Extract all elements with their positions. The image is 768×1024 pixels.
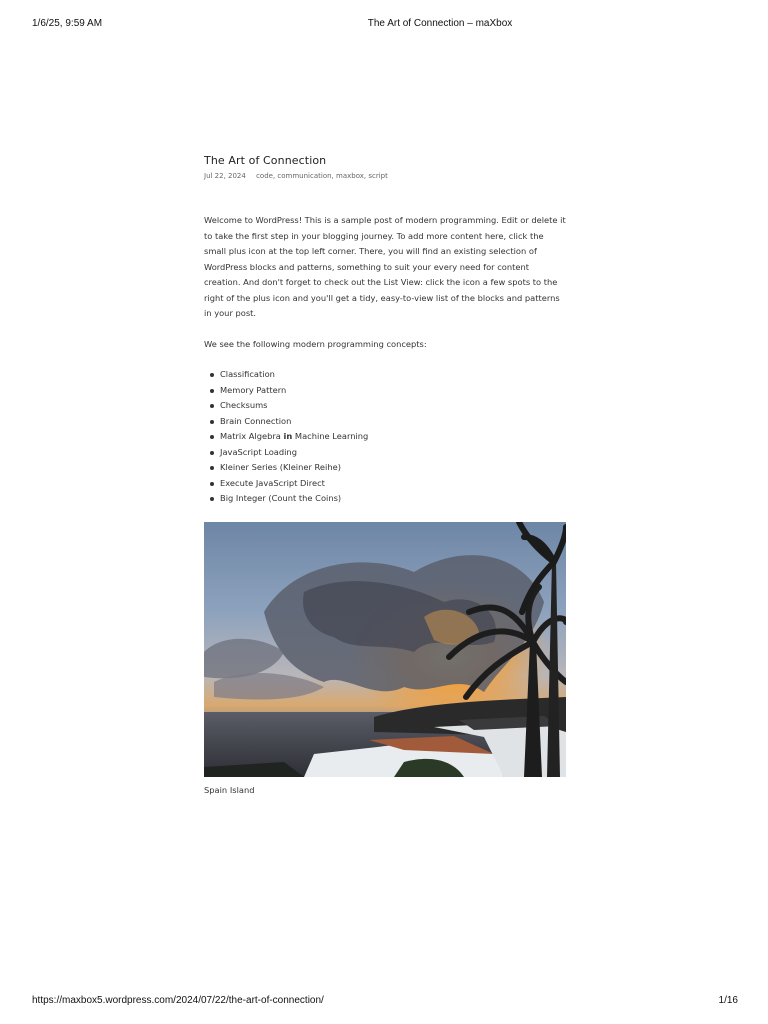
list-item: Checksums xyxy=(220,398,566,414)
post-tags[interactable]: code, communication, maxbox, script xyxy=(256,172,388,180)
concepts-intro-paragraph: We see the following modern programming concepts: xyxy=(204,338,427,349)
list-item: Classification xyxy=(220,367,566,383)
list-item-bold-word: in xyxy=(283,431,293,441)
image-caption: Spain Island xyxy=(204,784,255,795)
print-url[interactable]: https://maxbox5.wordpress.com/2024/07/22/the-art-of-connection/ xyxy=(32,995,324,1006)
post-date[interactable]: Jul 22, 2024 xyxy=(204,172,246,180)
intro-paragraph: Welcome to WordPress! This is a sample post of modern programming. Edit or delete it to take the first step in your blogging journey. To add more content here, click the small plus icon at the top left corner. There, you will find an existing selection of WordPress blocks and patterns, something to suit your every need for content creation. And don't forget to check out the List View: click the icon a few spots to the right of the plus icon and you'll get a tidy, easy-to-view list of the blocks and patterns in your post. xyxy=(204,215,566,318)
list-item-text-end: Machine Learning xyxy=(292,431,369,441)
list-item: Memory Pattern xyxy=(220,383,566,399)
post-body xyxy=(204,213,566,798)
list-item xyxy=(220,429,566,445)
list-item: Kleiner Series (Kleiner Reihe) xyxy=(220,460,566,476)
concept-list xyxy=(204,367,566,507)
print-page-title: The Art of Connection – maXbox xyxy=(367,18,513,29)
print-footer xyxy=(0,995,768,1009)
print-header xyxy=(0,18,768,32)
post-title: The Art of Connection xyxy=(204,154,327,167)
list-item: Big Integer (Count the Coins) xyxy=(220,491,566,507)
list-item-text-start: Matrix Algebra xyxy=(220,431,284,441)
blog-post xyxy=(204,154,566,798)
post-meta xyxy=(204,172,566,180)
list-item: Execute JavaScript Direct xyxy=(220,476,566,492)
print-datetime: 1/6/25, 9:59 AM xyxy=(32,18,103,29)
print-page-number: 1/16 xyxy=(718,995,738,1006)
list-item: Brain Connection xyxy=(220,414,566,430)
list-item: JavaScript Loading xyxy=(220,445,566,461)
post-figure xyxy=(204,522,566,799)
sunset-photo xyxy=(204,522,566,777)
